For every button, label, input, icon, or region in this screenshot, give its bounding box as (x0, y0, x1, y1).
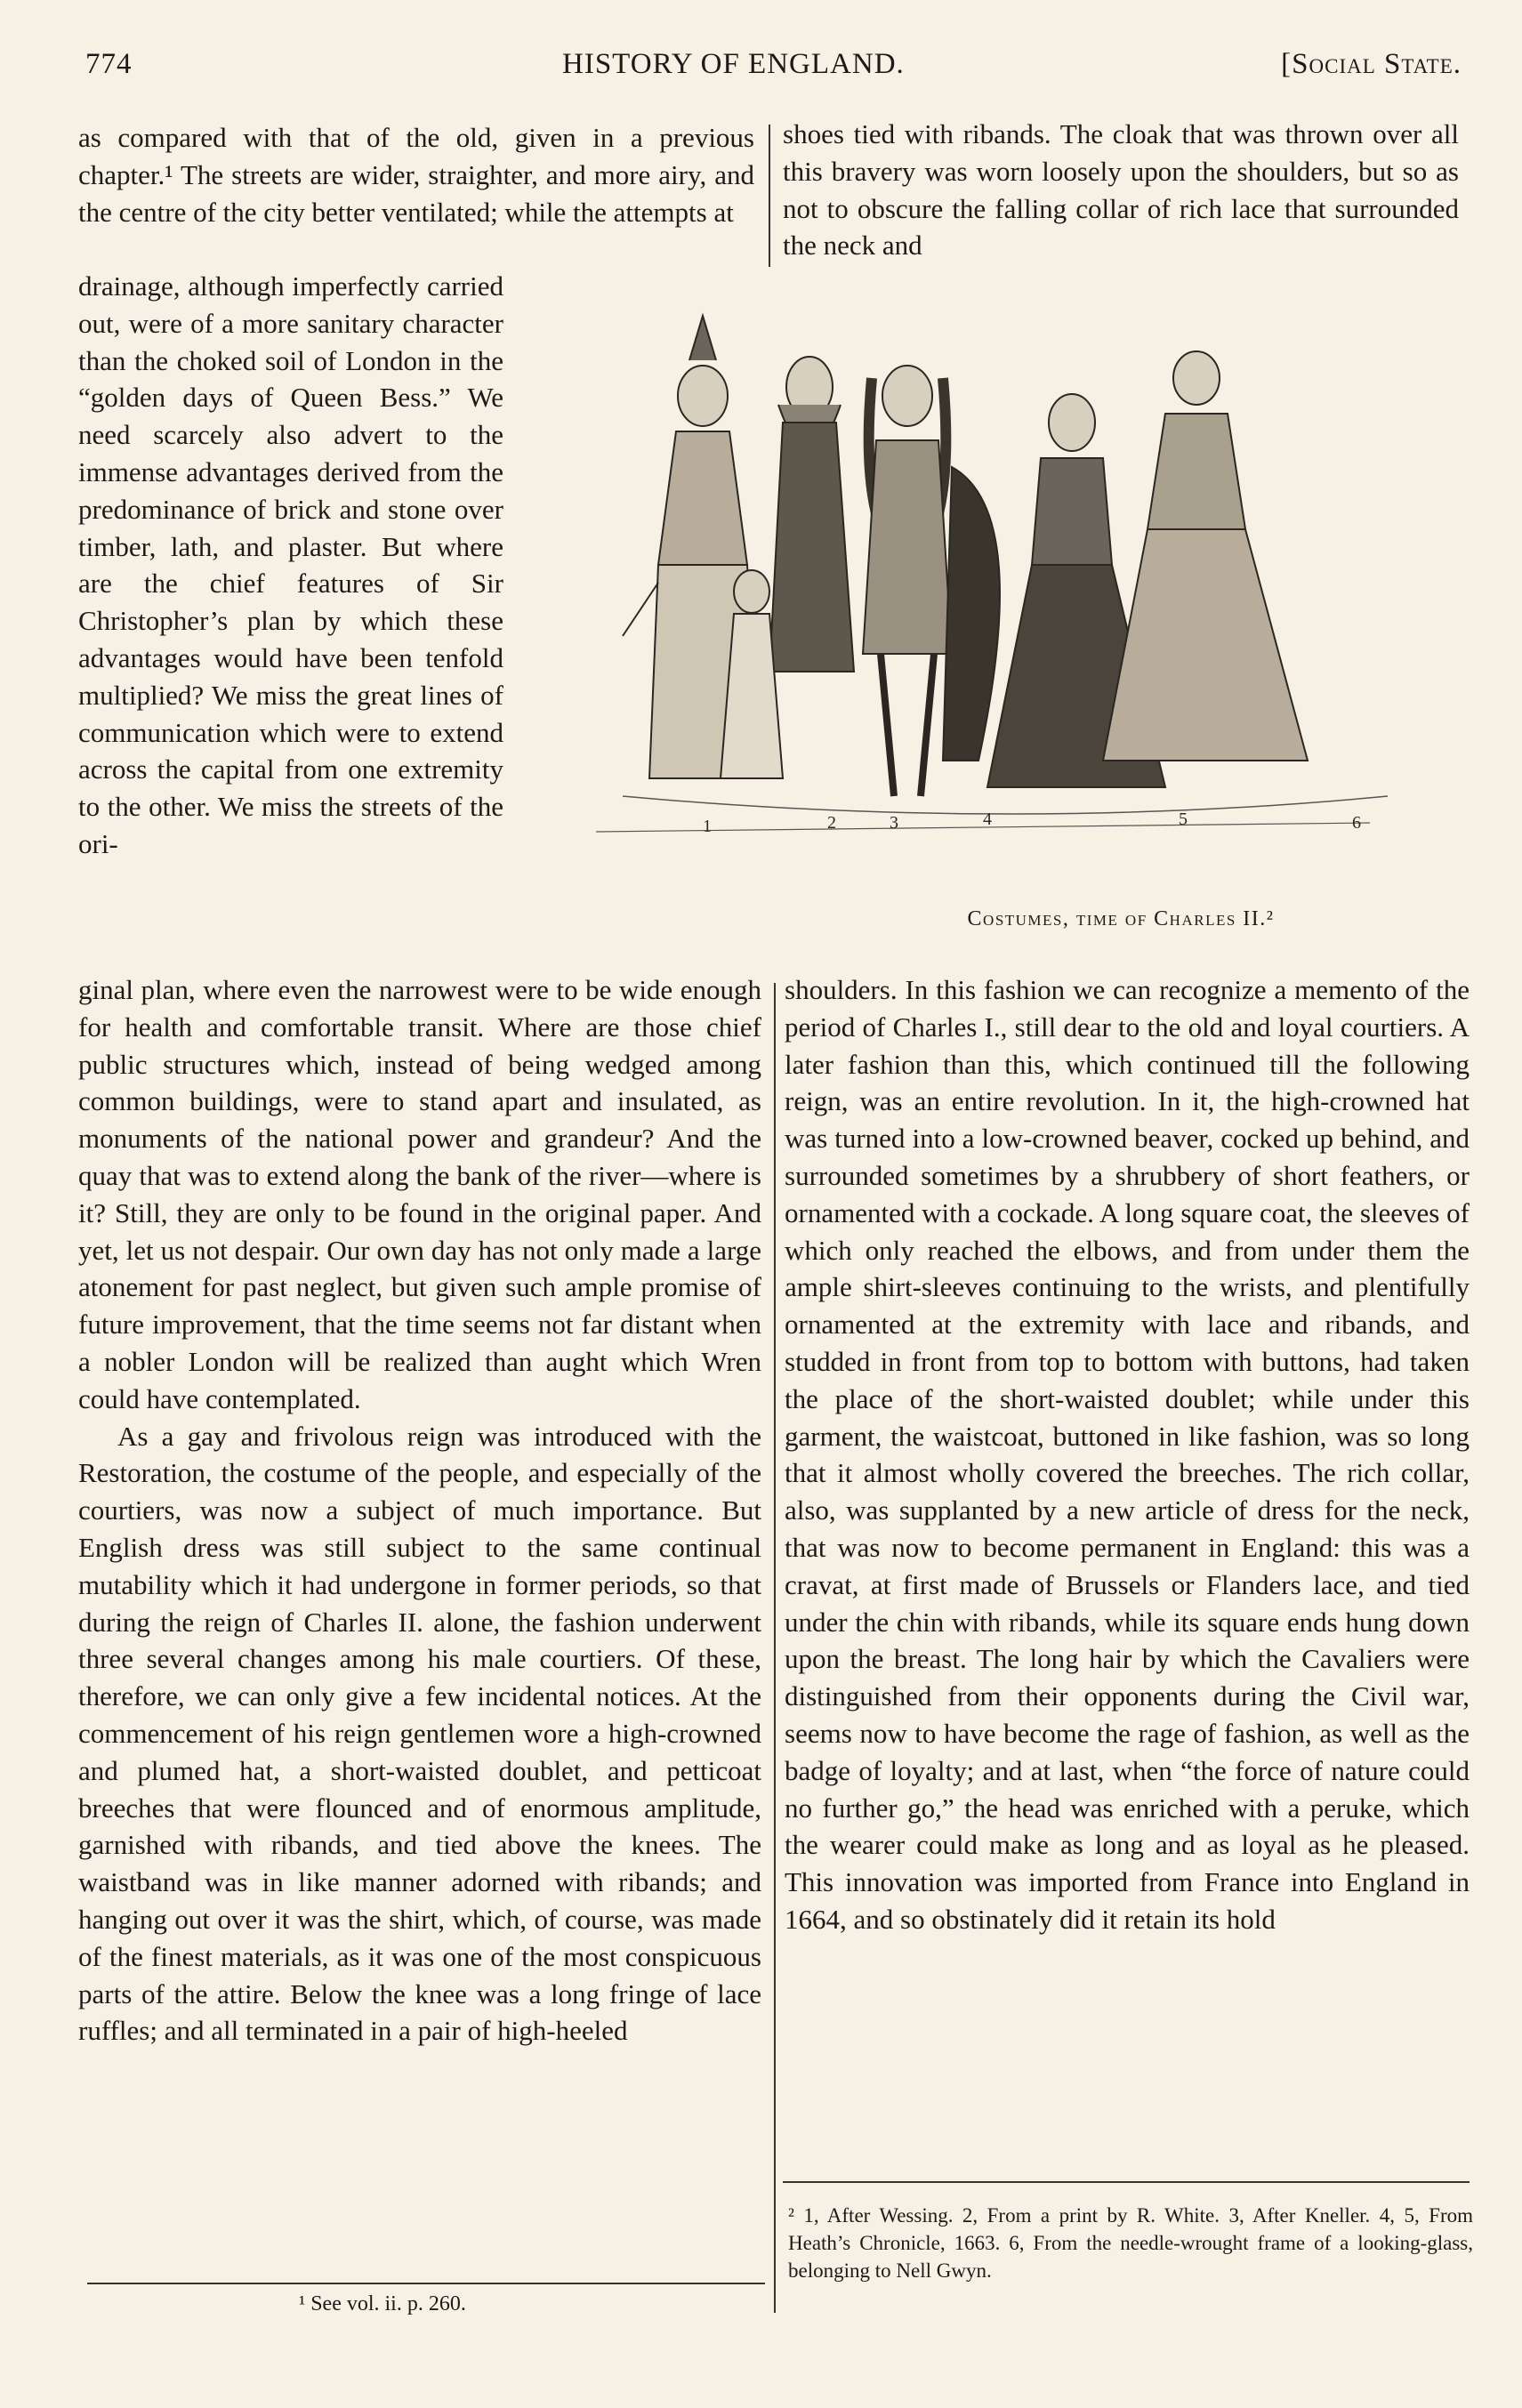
figure-label-6: 6 (1352, 813, 1361, 833)
figure-6-woman-icon (1103, 351, 1308, 761)
page-number: 774 (85, 48, 133, 80)
figure-label-1: 1 (703, 817, 712, 836)
column-divider (769, 125, 770, 267)
paragraph: ginal plan, where even the narrowest were to be wide enough for health and comfortable transit. Where are those chief public structures which, instead of being wedged among common buildings, were to stand apart and insulated, as monuments of the national power and grandeur? And the quay that was to extend along the bank of the river—where is it? Still, they are only to be found in the original paper. And yet, let us not despair. Our own day has not only made a large atonement for past neglect, but given such ample promise of future improvement, that the time seems not far distant when a nobler London will be realized than aught which Wren could have contemplated. (78, 974, 761, 1414)
paragraph: drainage, although imperfectly carried out, were of a more sanitary character than the choked soil of London in the “golden days of Queen Bess.” We need scarcely also advert to the immense advantages derived from the predominance of brick and stone over timber, lath, and plaster. But where are the chief features of Sir Christopher’s plan by which these advantages would have been tenfold multiplied? We miss the great lines of communication which were to extend across the capital from one extremity to the other. We miss the streets of the ori- (78, 270, 503, 859)
figure-4-cavalier-icon (863, 366, 1000, 796)
paragraph: shoulders. In this fashion we can recognize a memento of the period of Charles I., still dear to the old and loyal courtiers. A later fashion than this, which continued till the following reign, was an entire revolution. In it, the high-crowned hat was turned into a low-crowned beaver, cocked up behind, and surrounded sometimes by a shrubbery of short feathers, or ornamented with a cockade. A long square coat, the sleeves of which only reached the elbows, and from under them the ample shirt-sleeves continuing to the wrists, and plentifully ornamented at the extremity with lace and ribands, and studded in front from top to bottom with buttons, had taken the place of the short-waisted doublet; while under this garment, the waistcoat, buttoned in like fashion, was so long that it almost wholly covered the breeches. The rich collar, also, was supplanted by a new article of dress for the neck, that was now to become permanent in England: this was a cravat, at first made of Brussels or Flanders lace, and tied under the chin with ribands, while its square ends hung down upon the breast. The long hair by which the Cavaliers were distinguished from their opponents during the Civil war, seems now to have become the rage of fashion, as well as the badge of loyalty; and at last, when “the force of nature could no further go,” the head was enriched with a peruke, which the wearer could make as long and as loyal as he pleased. This innovation was imported from France into England in 1664, and so obstinately did it retain its hold (785, 974, 1470, 1935)
left-column-top (78, 119, 754, 230)
footnote-rule (87, 2283, 765, 2284)
right-column-main (785, 971, 1470, 1938)
figure-caption: Costumes, time of Charles II.² (967, 907, 1275, 930)
footnote-rule (783, 2181, 1470, 2183)
costume-illustration (569, 298, 1441, 885)
figure-label-2: 2 (827, 813, 836, 833)
figure-label-5: 5 (1179, 809, 1188, 829)
footnote-left: ¹ See vol. ii. p. 260. (299, 2292, 466, 2315)
figure-label-4: 4 (983, 809, 992, 829)
running-header (85, 48, 1462, 93)
running-title: HISTORY OF ENGLAND. (562, 48, 905, 80)
column-divider (774, 983, 776, 2313)
right-column-top (783, 116, 1459, 264)
left-column-wrap-text (78, 268, 503, 863)
paragraph: shoes tied with ribands. The cloak that was thrown over all this bravery was worn loosely upon the shoulders, but so as not to obscure the falling collar of rich lace that surrounded the neck and (783, 118, 1459, 262)
figure-2-man-icon (769, 357, 854, 672)
paragraph: as compared with that of the old, given in a previous chapter.¹ The streets are wider, straighter, and more airy, and the centre of the city better ventilated; while the attempts at (78, 122, 754, 228)
paragraph: As a gay and frivolous reign was introduced with the Restoration, the costume of the people, and especially of the courtiers, was now a subject of much importance. But English dress was still subject to the same continual mutability which it had undergone in former periods, so that during the reign of Charles II. alone, the fashion underwent three several changes among his male courtiers. Of these, therefore, we can only give a few incidental notices. At the commencement of his reign gentlemen wore a high-crowned and plumed hat, a short-waisted doublet, and petticoat breeches that were flounced and of enormous amplitude, garnished with ribands, and tied above the knees. The waistband was in like manner adorned with ribands; and hanging out over it was the shirt, which, of course, was made of the finest materials, as it was one of the most conspicuous parts of the attire. Below the knee was a long fringe of lace ruffles; and all terminated in a pair of high-heeled (78, 1420, 761, 2047)
left-column-main (78, 971, 761, 2050)
figure-label-3: 3 (890, 813, 898, 833)
footnote-right: ² 1, After Wessing. 2, From a print by R. White. 3, After Kneller. 4, 5, From Heath’s Chronicle, 1663. 6, From the needle-wrought frame of a looking-glass, belonging to Nell Gwyn. (788, 2204, 1473, 2282)
section-title: [Social State. (1281, 48, 1462, 80)
